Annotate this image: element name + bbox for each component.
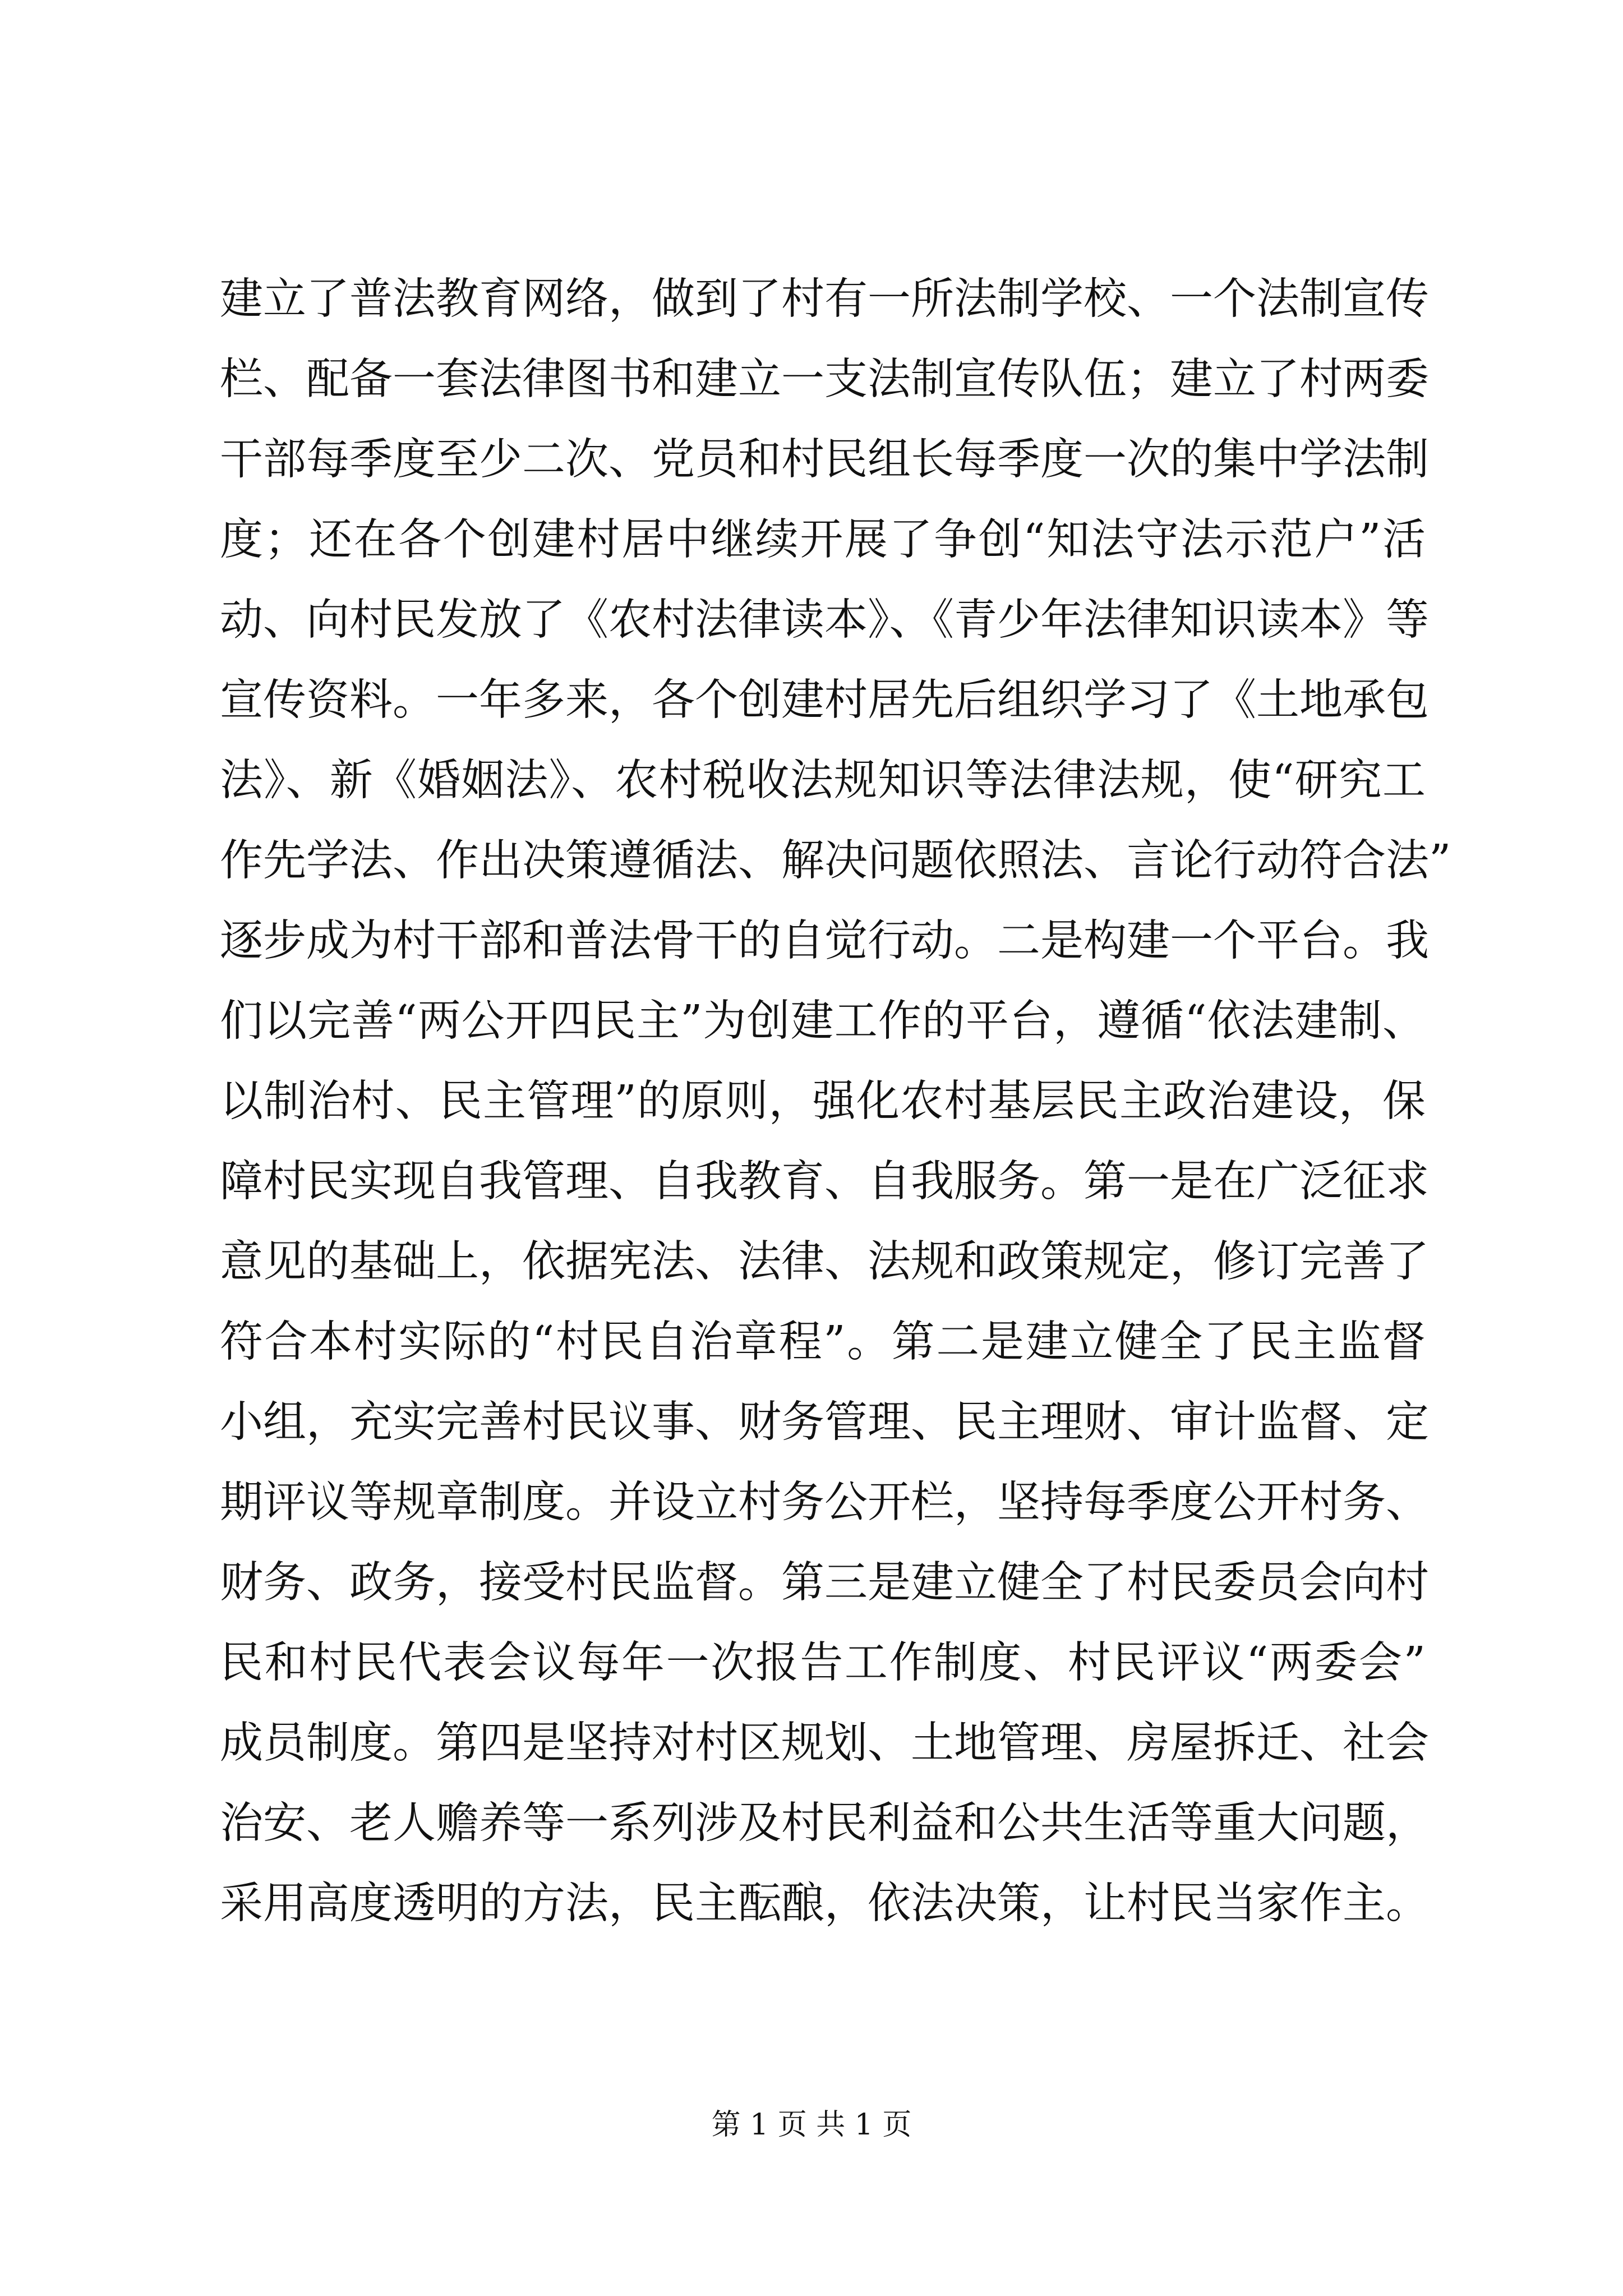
text-line: 栏、配备一套法律图书和建立一支法制宣传队伍；建立了村两委 xyxy=(220,355,1429,404)
text-line: 度；还在各个创建村居中继续开展了争创“知法守法示范户”活 xyxy=(220,515,1426,565)
text-line: 小组，充实完善村民议事、财务管理、民主理财、审计监督、定 xyxy=(220,1397,1429,1447)
text-line: 成员制度。第四是坚持对村区规划、土地管理、房屋拆迁、社会 xyxy=(220,1718,1429,1768)
page-number-footer: 第 1 页 共 1 页 xyxy=(711,2108,912,2142)
text-line: 干部每季度至少二次、党员和村民组长每季度一次的集中学法制 xyxy=(220,435,1429,485)
text-line: 动、向村民发放了《农村法律读本》、《青少年法律知识读本》等 xyxy=(220,595,1429,645)
text-line: 符合本村实际的“村民自治章程”。第二是建立健全了民主监督 xyxy=(220,1317,1426,1367)
text-line: 财务、政务，接受村民监督。第三是建立健全了村民委员会向村 xyxy=(220,1558,1429,1608)
text-line: 民和村民代表会议每年一次报告工作制度、村民评议“两委会” xyxy=(220,1638,1426,1688)
text-line: 期评议等规章制度。并设立村务公开栏，坚持每季度公开村务、 xyxy=(220,1478,1429,1527)
text-line: 以制治村、民主管理”的原则，强化农村基层民主政治建设，保 xyxy=(220,1076,1426,1126)
text-line: 治安、老人赡养等一系列涉及村民利益和公共生活等重大问题， xyxy=(220,1798,1429,1848)
text-line: 障村民实现自我管理、自我教育、自我服务。第一是在广泛征求 xyxy=(220,1157,1429,1207)
text-line: 逐步成为村干部和普法骨干的自觉行动。二是构建一个平台。我 xyxy=(220,916,1429,966)
text-line: 建立了普法教育网络，做到了村有一所法制学校、一个法制宣传 xyxy=(220,274,1429,324)
text-line: 宣传资料。一年多来，各个创建村居先后组织学习了《土地承包 xyxy=(220,675,1429,725)
text-line: 采用高度透明的方法，民主酝酿，依法决策，让村民当家作主。 xyxy=(220,1879,1429,1929)
text-line: 法》、新《婚姻法》、农村税收法规知识等法律法规，使“研究工 xyxy=(220,756,1426,806)
text-line: 们以完善“两公开四民主”为创建工作的平台，遵循“依法建制、 xyxy=(220,996,1426,1046)
text-line: 作先学法、作出决策遵循法、解决问题依照法、言论行动符合法” xyxy=(220,836,1451,886)
body-paragraph xyxy=(220,259,1451,1944)
text-line: 意见的基础上，依据宪法、法律、法规和政策规定，修订完善了 xyxy=(220,1237,1429,1287)
